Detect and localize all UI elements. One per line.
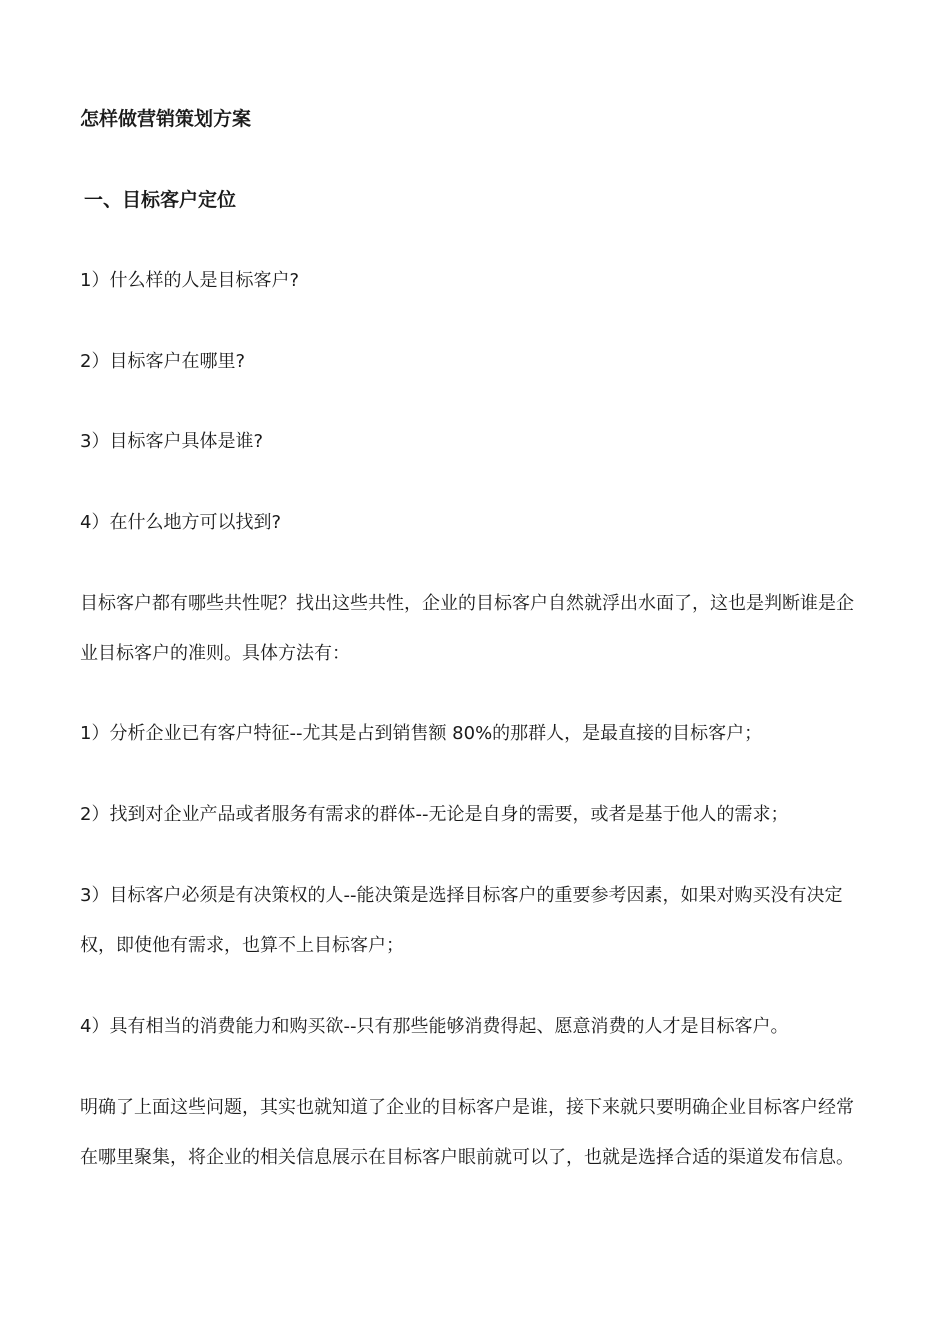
method-item: 2）找到对企业产品或者服务有需求的群体--无论是自身的需要，或者是基于他人的需求； — [80, 804, 789, 825]
question-item: 4）在什么地方可以找到? — [80, 512, 282, 533]
question-item: 2）目标客户在哪里? — [80, 351, 246, 372]
paragraph-common-traits: 目标客户都有哪些共性呢？找出这些共性，企业的目标客户自然就浮出水面了，这也是判断谁是企业目标客户的准则。具体方法有： — [80, 593, 854, 664]
question-item: 3）目标客户具体是谁? — [80, 431, 264, 452]
method-item: 3）目标客户必须是有决策权的人--能决策是选择目标客户的重要参考因素，如果对购买没有决定权，即使他有需求，也算不上目标客户； — [80, 885, 843, 956]
paragraph-conclusion: 明确了上面这些问题，其实也就知道了企业的目标客户是谁，接下来就只要明确企业目标客户经常在哪里聚集，将企业的相关信息展示在目标客户眼前就可以了，也就是选择合适的渠道发布信息。 — [80, 1097, 854, 1168]
method-item: 1）分析企业已有客户特征--尤其是占到销售额 80%的那群人，是最直接的目标客户； — [80, 723, 763, 744]
document-title: 怎样做营销策划方案 — [80, 108, 252, 130]
question-item: 1）什么样的人是目标客户? — [80, 270, 300, 291]
method-item: 4）具有相当的消费能力和购买欲--只有那些能够消费得起、愿意消费的人才是目标客户。 — [80, 1016, 789, 1037]
section-heading: 一、目标客户定位 — [84, 189, 237, 211]
